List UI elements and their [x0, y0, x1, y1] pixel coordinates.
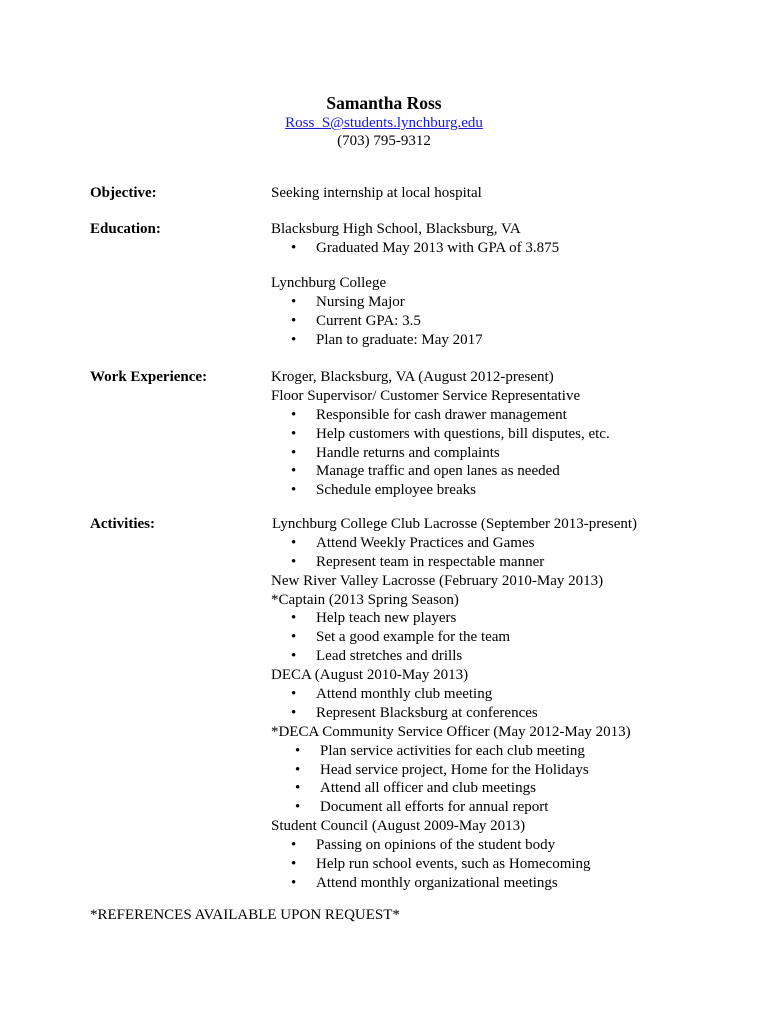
list-item: • Help teach new players [271, 609, 731, 628]
school-line: Lynchburg College [271, 275, 387, 291]
activities-label: Activities: [90, 516, 155, 532]
job-title: Floor Supervisor/ Customer Service Representative [271, 387, 581, 404]
list-item: • Schedule employee breaks [271, 481, 731, 500]
education-college [271, 274, 731, 350]
list-item: • Current GPA: 3.5 [271, 312, 731, 331]
activity-line: Lynchburg College Club Lacrosse (September 2013-present) [272, 516, 638, 532]
list-item: • Represent team in respectable manner [271, 553, 731, 572]
resume-name: Samantha Ross [326, 93, 442, 113]
activity-line: Student Council (August 2009-May 2013) [271, 818, 526, 835]
list-item: • Represent Blacksburg at conferences [271, 704, 731, 723]
activity-line: DECA (August 2010-May 2013) [271, 667, 469, 684]
list-item: • Passing on opinions of the student body [271, 836, 731, 855]
education-label: Education: [90, 221, 161, 237]
school-line: Blacksburg High School, Blacksburg, VA [271, 221, 521, 237]
list-item: • Attend monthly club meeting [271, 685, 731, 704]
list-item: • Set a good example for the team [271, 628, 731, 647]
list-item: • Graduated May 2013 with GPA of 3.875 [271, 239, 731, 258]
education-section [271, 220, 731, 258]
activity-line: *DECA Community Service Officer (May 2012-May 2013) [271, 723, 631, 740]
activities-section [271, 515, 731, 893]
objective-text: Seeking internship at local hospital [271, 185, 482, 201]
activity-line: *Captain (2013 Spring Season) [271, 591, 459, 608]
list-item: • Manage traffic and open lanes as needed [271, 462, 731, 481]
list-item: • Help run school events, such as Homecoming [271, 855, 731, 874]
list-item: • Document all efforts for annual report [271, 798, 731, 817]
phone-number: (703) 795-9312 [337, 133, 431, 149]
list-item: • Plan service activities for each club meeting [271, 742, 731, 761]
work-section [271, 368, 731, 500]
list-item: • Attend Weekly Practices and Games [271, 534, 731, 553]
references-note: *REFERENCES AVAILABLE UPON REQUEST* [90, 907, 400, 923]
activity-line: New River Valley Lacrosse (February 2010-May 2013) [271, 572, 604, 589]
list-item: • Nursing Major [271, 293, 731, 312]
list-item: • Attend all officer and club meetings [271, 779, 731, 798]
email-link[interactable]: Ross_S@students.lynchburg.edu [285, 115, 483, 131]
list-item: • Head service project, Home for the Holidays [271, 761, 731, 780]
list-item: • Attend monthly organizational meetings [271, 874, 731, 893]
list-item: • Handle returns and complaints [271, 444, 731, 463]
list-item: • Help customers with questions, bill disputes, etc. [271, 425, 731, 444]
list-item: • Plan to graduate: May 2017 [271, 331, 731, 350]
job-line: Kroger, Blacksburg, VA (August 2012-present) [271, 369, 554, 385]
list-item: • Responsible for cash drawer management [271, 406, 731, 425]
list-item: • Lead stretches and drills [271, 647, 731, 666]
objective-section [271, 184, 731, 203]
work-label: Work Experience: [90, 369, 208, 385]
objective-label: Objective: [90, 185, 157, 201]
